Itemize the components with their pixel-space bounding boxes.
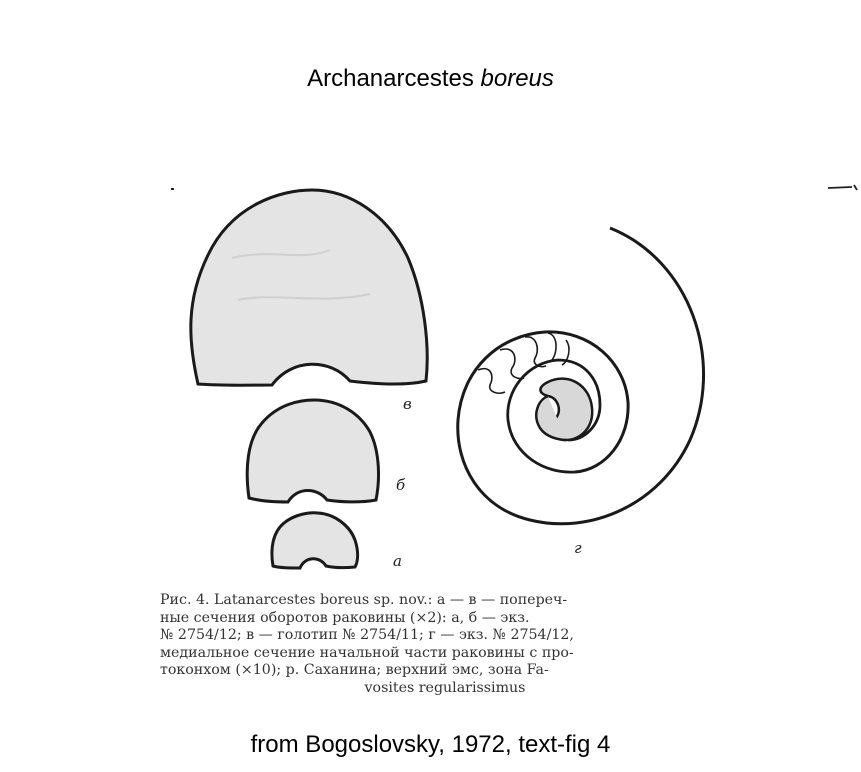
whorl-section-v	[191, 190, 427, 385]
caption-line: vosites regularissimus	[364, 679, 526, 696]
spiral-outer-whorl	[458, 228, 704, 524]
caption-line: № 2754/12; в — голотип № 2754/11; г — экз. № 2754/12,	[160, 627, 574, 644]
caption-line: токонхом (×10); р. Саханина; верхний эмс, зона Fa-	[160, 662, 549, 679]
source-citation: from Bogoslovsky, 1972, text-fig 4	[250, 731, 611, 758]
caption-line: ные сечения оборотов раковины (×2): а, б — экз.	[160, 609, 530, 626]
scan-mark-right	[828, 185, 857, 190]
label-g: г	[574, 539, 582, 557]
genus-name: Archanarcestes	[307, 65, 474, 92]
label-b: б	[396, 476, 406, 494]
whorl-section-b	[247, 400, 378, 502]
figure-caption	[160, 592, 730, 698]
label-a: а	[393, 552, 402, 570]
whorl-section-a	[272, 513, 358, 568]
species-name: boreus	[480, 65, 554, 92]
caption-line: Рис. 4. Latanarcestes boreus sp. nov.: а — в — попереч-	[160, 592, 568, 608]
septum-2	[500, 349, 524, 379]
caption-line: медиальное сечение начальной части раковины с про-	[160, 644, 574, 661]
septum-4	[548, 333, 556, 360]
septum-1	[478, 369, 505, 393]
label-v: в	[403, 395, 412, 413]
